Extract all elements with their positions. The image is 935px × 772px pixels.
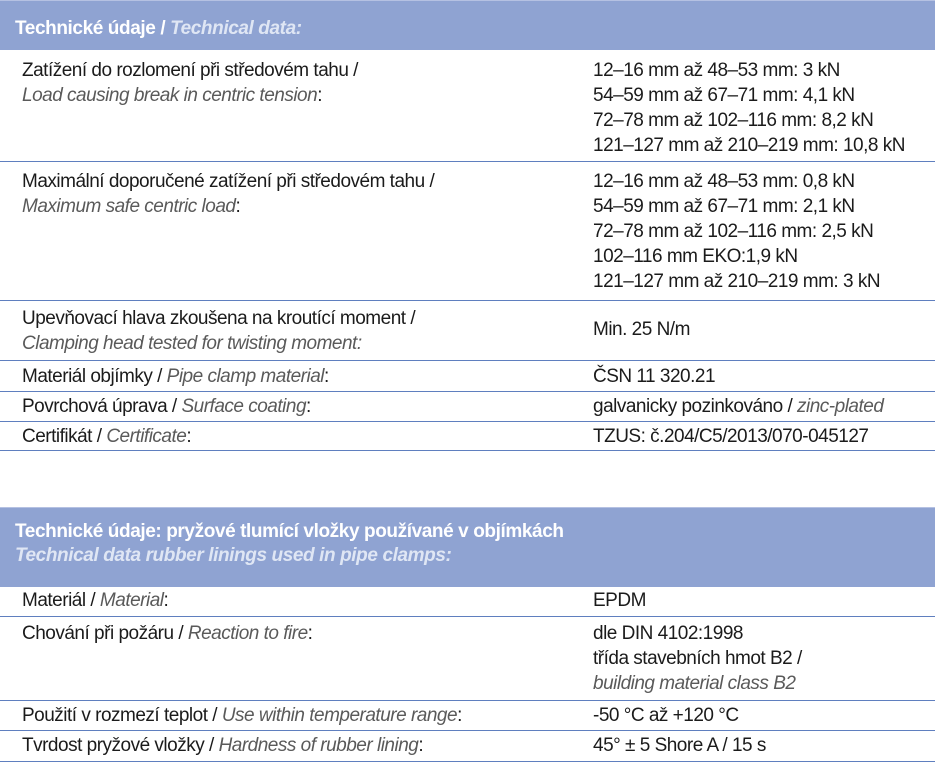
value-text: TZUS: č.204/C5/2013/070-045127: [593, 426, 869, 447]
row-reaction-to-fire: [0, 617, 935, 701]
label-tail: :: [307, 623, 313, 644]
value-text: -50 °C až +120 °C: [593, 705, 739, 726]
label-tail: :: [163, 590, 169, 611]
row-surface-coating: [0, 392, 935, 422]
label-en: Use within temperature range: [221, 705, 458, 726]
row-label: [0, 169, 571, 300]
row-label: [0, 733, 571, 761]
value-en: zinc-plated: [797, 396, 884, 417]
label-tail: :: [186, 426, 192, 447]
row-value: [571, 394, 935, 421]
value-text: galvanicky pozinkováno /: [593, 396, 798, 417]
label-cs: Upevňovací hlava zkoušena na kroutící moment /: [22, 308, 416, 329]
value-line: 54–59 mm až 67–71 mm: 4,1 kN: [593, 85, 855, 106]
label-cs: Maximální doporučené zatížení při středovém tahu /: [22, 171, 435, 192]
row-label: [0, 621, 571, 700]
value-line: 121–127 mm až 210–219 mm: 10,8 kN: [593, 135, 905, 156]
label-cs: Chování při požáru /: [22, 623, 188, 644]
label-cs: Povrchová úprava /: [22, 396, 182, 417]
value-line: 72–78 mm až 102–116 mm: 2,5 kN: [593, 221, 874, 242]
label-tail: :: [457, 705, 462, 726]
value-line: třída stavebních hmot B2 /: [593, 648, 802, 669]
value-line: 102–116 mm EKO:1,9 kN: [593, 246, 798, 267]
value-line: 121–127 mm až 210–219 mm: 3 kN: [593, 271, 881, 292]
label-en: Load causing break in centric tension: [22, 85, 318, 106]
row-value: [571, 306, 935, 360]
label-tail: :: [324, 366, 329, 387]
rubber-linings-table: [0, 507, 935, 762]
label-tail: :: [418, 735, 424, 756]
header-title-en: Technical data rubber linings used in pipe clamps:: [15, 545, 452, 566]
row-label: [0, 424, 571, 450]
row-clamping-head: [0, 301, 935, 361]
row-value: [571, 733, 935, 761]
row-material: [0, 587, 935, 617]
technical-data-header: [0, 0, 935, 50]
label-en: Clamping head tested for twisting moment:: [22, 333, 362, 354]
header-title-cs: Technické údaje: pryžové tlumící vložky používané v objímkách: [15, 521, 564, 542]
value-line: 54–59 mm až 67–71 mm: 2,1 kN: [593, 196, 855, 217]
header-separator: /: [155, 18, 171, 39]
row-value: [571, 424, 935, 450]
row-label: [0, 364, 571, 391]
header-title-cs: Technické údaje: [15, 18, 156, 39]
row-max-safe-load: [0, 162, 935, 301]
row-load-break: [0, 50, 935, 162]
label-en: Reaction to fire: [187, 623, 308, 644]
row-value: [571, 169, 935, 300]
label-en: Hardness of rubber lining: [218, 735, 419, 756]
value-line: dle DIN 4102:1998: [593, 623, 743, 644]
label-en: Surface coating: [181, 396, 307, 417]
label-cs: Materiál /: [22, 590, 100, 611]
header-title-en: Technical data:: [170, 18, 302, 39]
value-en: building material class B2: [593, 673, 796, 694]
row-value: [571, 58, 935, 161]
value-text: 45° ± 5 Shore A / 15 s: [593, 735, 766, 756]
row-label: [0, 58, 571, 161]
row-value: [571, 621, 935, 700]
label-cs: Zatížení do rozlomení při středovém tahu /: [22, 60, 358, 81]
row-label: [0, 588, 571, 616]
label-en: Material: [99, 590, 164, 611]
label-cs: Tvrdost pryžové vložky /: [22, 735, 219, 756]
value-text: EPDM: [593, 590, 646, 611]
row-certificate: [0, 422, 935, 451]
value-text: Min. 25 N/m: [593, 319, 690, 340]
label-en: Maximum safe centric load: [22, 196, 236, 217]
value-line: 12–16 mm až 48–53 mm: 0,8 kN: [593, 171, 855, 192]
row-label: [0, 394, 571, 421]
label-en: Pipe clamp material: [166, 366, 324, 387]
label-tail: :: [317, 85, 322, 106]
row-value: [571, 364, 935, 391]
row-label: [0, 306, 571, 360]
row-hardness: [0, 731, 935, 762]
row-label: [0, 703, 571, 730]
label-tail: :: [306, 396, 311, 417]
row-value: [571, 703, 935, 730]
label-tail: :: [235, 196, 241, 217]
rubber-linings-header: [0, 507, 935, 587]
value-line: 72–78 mm až 102–116 mm: 8,2 kN: [593, 110, 874, 131]
row-temperature-range: [0, 701, 935, 731]
value-line: 12–16 mm až 48–53 mm: 3 kN: [593, 60, 840, 81]
value-text: ČSN 11 320.21: [593, 366, 716, 387]
label-cs: Certifikát /: [22, 426, 107, 447]
row-value: [571, 588, 935, 616]
label-en: Certificate: [106, 426, 187, 447]
row-clamp-material: [0, 361, 935, 392]
label-cs: Materiál objímky /: [22, 366, 167, 387]
label-cs: Použití v rozmezí teplot /: [22, 705, 222, 726]
